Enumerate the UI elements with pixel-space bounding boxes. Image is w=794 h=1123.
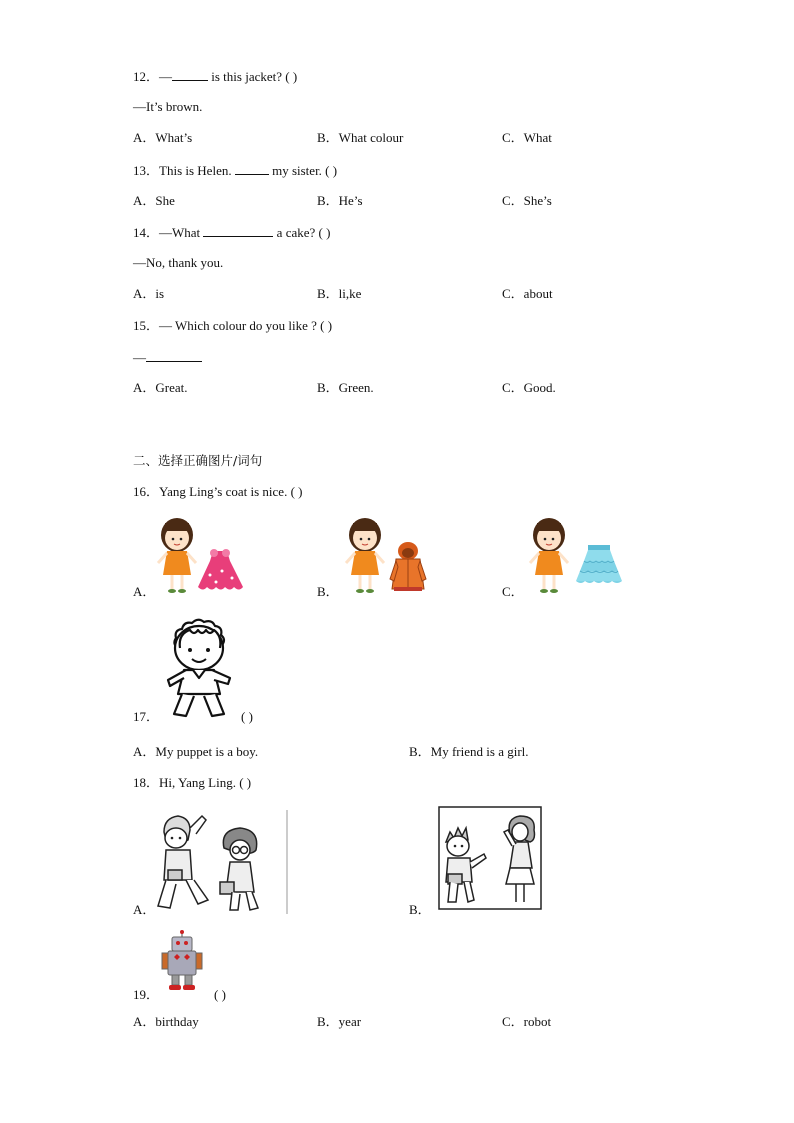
option-a[interactable]: A．is [133,286,165,301]
orange-coat-icon [390,542,426,591]
answer-blank [172,68,208,81]
question-number: 14． [133,225,160,240]
option-b[interactable]: B．My friend is a girl. [409,744,529,759]
question-number: 12． [133,69,160,84]
option-c[interactable]: C．She’s [502,193,552,208]
girl-icon [220,828,258,910]
option-b[interactable]: B．year [317,1014,362,1029]
option-a[interactable]: A．birthday [133,1014,199,1029]
question-number: 13． [133,163,160,178]
question-17-paren: ( ) [241,709,253,724]
question-19-paren: ( ) [214,987,226,1002]
girl-icon [346,518,384,593]
option-c[interactable]: C．Good. [502,380,556,395]
option-a-label[interactable]: A． [133,584,156,599]
girl-with-orange-coat-image[interactable] [338,515,438,597]
option-b-label[interactable]: B． [409,902,431,917]
question-12-stem: 12．— is this jacket? ( ) [133,69,298,84]
boy-puppet-outline-image [160,618,240,724]
option-a-label[interactable]: A． [133,902,156,917]
girl-icon [530,518,568,593]
option-c[interactable]: C．about [502,286,553,301]
girl-with-pink-dress-image[interactable] [150,515,250,597]
option-b[interactable]: B．li,ke [317,286,362,301]
question-16-stem: 16．Yang Ling’s coat is nice. ( ) [133,484,303,499]
question-14-line2: —No, thank you. [133,255,224,270]
girl-icon [158,518,196,593]
option-a[interactable]: A．Great. [133,380,188,395]
question-number: 18． [133,775,160,790]
section-heading: 二、选择正确图片/词句 [133,453,263,468]
answer-blank [146,349,202,362]
option-b-label[interactable]: B． [317,584,339,599]
option-a[interactable]: A．What’s [133,130,193,145]
question-15-line2: — [133,349,202,366]
question-number: 15． [133,318,160,333]
question-14-stem: 14．—What a cake? ( ) [133,225,331,240]
option-b[interactable]: B．He’s [317,193,363,208]
option-c[interactable]: C．robot [502,1014,552,1029]
option-b[interactable]: B．What colour [317,130,404,145]
question-15-stem: 15．— Which colour do you like ? ( ) [133,318,333,333]
option-a[interactable]: A．She [133,193,175,208]
pink-dress-icon [198,549,243,590]
answer-blank [203,224,273,237]
option-a[interactable]: A．My puppet is a boy. [133,744,259,759]
question-12-line2: —It’s brown. [133,99,203,114]
question-number: 16． [133,484,160,499]
question-18-stem: 18．Hi, Yang Ling. ( ) [133,775,252,790]
girl-with-blue-skirt-image[interactable] [522,515,626,597]
blue-skirt-icon [576,545,622,583]
option-c-label[interactable]: C． [502,584,524,599]
toy-robot-image [160,929,206,993]
boy-greeting-woman-framed-image[interactable] [438,806,542,910]
boy-icon [158,816,208,908]
option-c[interactable]: C．What [502,130,552,145]
question-19-stem: 19． [133,987,160,1002]
option-b[interactable]: B．Green. [317,380,374,395]
answer-blank [235,162,269,175]
boy-waving-to-girl-image[interactable] [154,808,290,916]
question-17-stem: 17． [133,709,160,724]
question-13-stem: 13．This is Helen. my sister. ( ) [133,163,338,178]
